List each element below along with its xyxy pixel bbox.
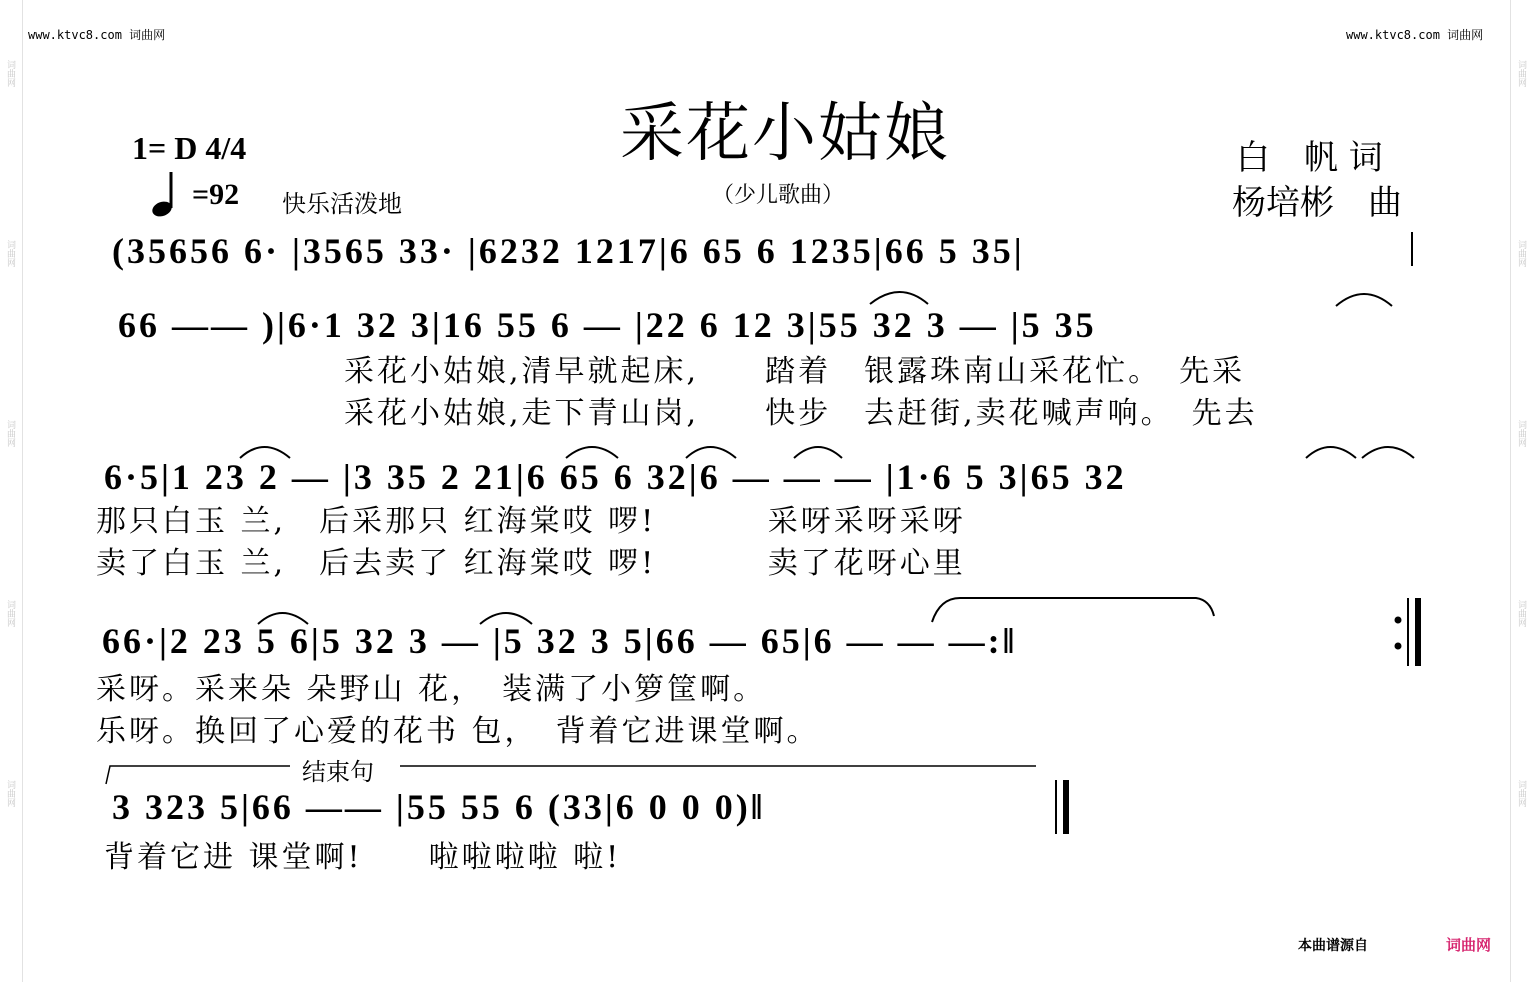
song-title: 采花小姑娘 [620,97,950,171]
side-watermark: 词曲网 [5,420,15,447]
footer-brand[interactable]: 词曲网 [1446,936,1492,954]
notation-line-1: (35656 6· |3565 33· |6232 1217|6 65 6 1235|66 5 35| [112,231,1025,271]
lyric-line-5: 背着它进 课堂啊! 啦啦啦啦 啦! [104,840,622,875]
notation-line-4: 66·|2 23 5 6|5 32 3 — |5 32 3 5|66 — 65|6 — — —:‖ [102,621,1018,661]
side-watermark: 词曲网 [5,60,15,87]
side-watermark: 词曲网 [5,600,15,627]
side-watermark: 词曲网 [5,240,15,267]
side-watermark: 词曲网 [5,780,15,807]
notation-line-2: 66 —— )|6·1 32 3|16 55 6 — |22 6 12 3|55 32 3 — |5 35 [118,305,1097,345]
lyric-line-2-verse-1: 采花小姑娘,清早就起床, 踏着 银露珠南山采花忙。 先采 [344,354,1246,389]
key-signature: 1= D 4/4 [132,130,247,166]
watermark-url-left: www.ktvc8.com 词曲网 [28,28,166,42]
lyricist-credit: 白 帆 词 [1236,138,1383,178]
ending-label: 结束句 [302,758,374,786]
notation-line-5: 3 323 5|66 —— |55 55 6 (33|6 0 0 0)‖ [112,787,766,827]
lyric-line-3-verse-2: 卖了白玉 兰, 后去卖了 红海棠哎 啰! 卖了花呀心里 [96,546,966,581]
tempo-value: =92 [192,178,240,211]
tempo-marking: 快乐活泼地 [282,190,402,218]
side-watermark: 词曲网 [1516,420,1526,447]
lyric-line-3-verse-1: 那只白玉 兰, 后采那只 红海棠哎 啰! 采呀采呀采呀 [96,504,966,539]
footer-source: 本曲谱源自 [1298,938,1368,954]
lyric-line-4-verse-2: 乐呀。换回了心爱的花书 包， 背着它进课堂啊。 [96,714,820,749]
side-watermark: 词曲网 [1516,780,1526,807]
notation-line-3: 6·5|1 23 2 — |3 35 2 21|6 65 6 32|6 — — — |1·6 5 3|65 32 [104,457,1127,497]
composer-credit: 杨培彬 曲 [1232,183,1402,223]
side-watermark: 词曲网 [1516,240,1526,267]
side-watermark: 词曲网 [1516,600,1526,627]
lyric-line-2-verse-2: 采花小姑娘,走下青山岗, 快步 去赶街,卖花喊声响。 先去 [344,396,1258,431]
watermark-url-right: www.ktvc8.com 词曲网 [1346,28,1484,42]
song-subtitle: （少儿歌曲） [712,183,845,208]
side-watermark: 词曲网 [1516,60,1526,87]
lyric-line-4-verse-1: 采呀。采来朵 朵野山 花， 装满了小箩筐啊。 [96,672,767,707]
